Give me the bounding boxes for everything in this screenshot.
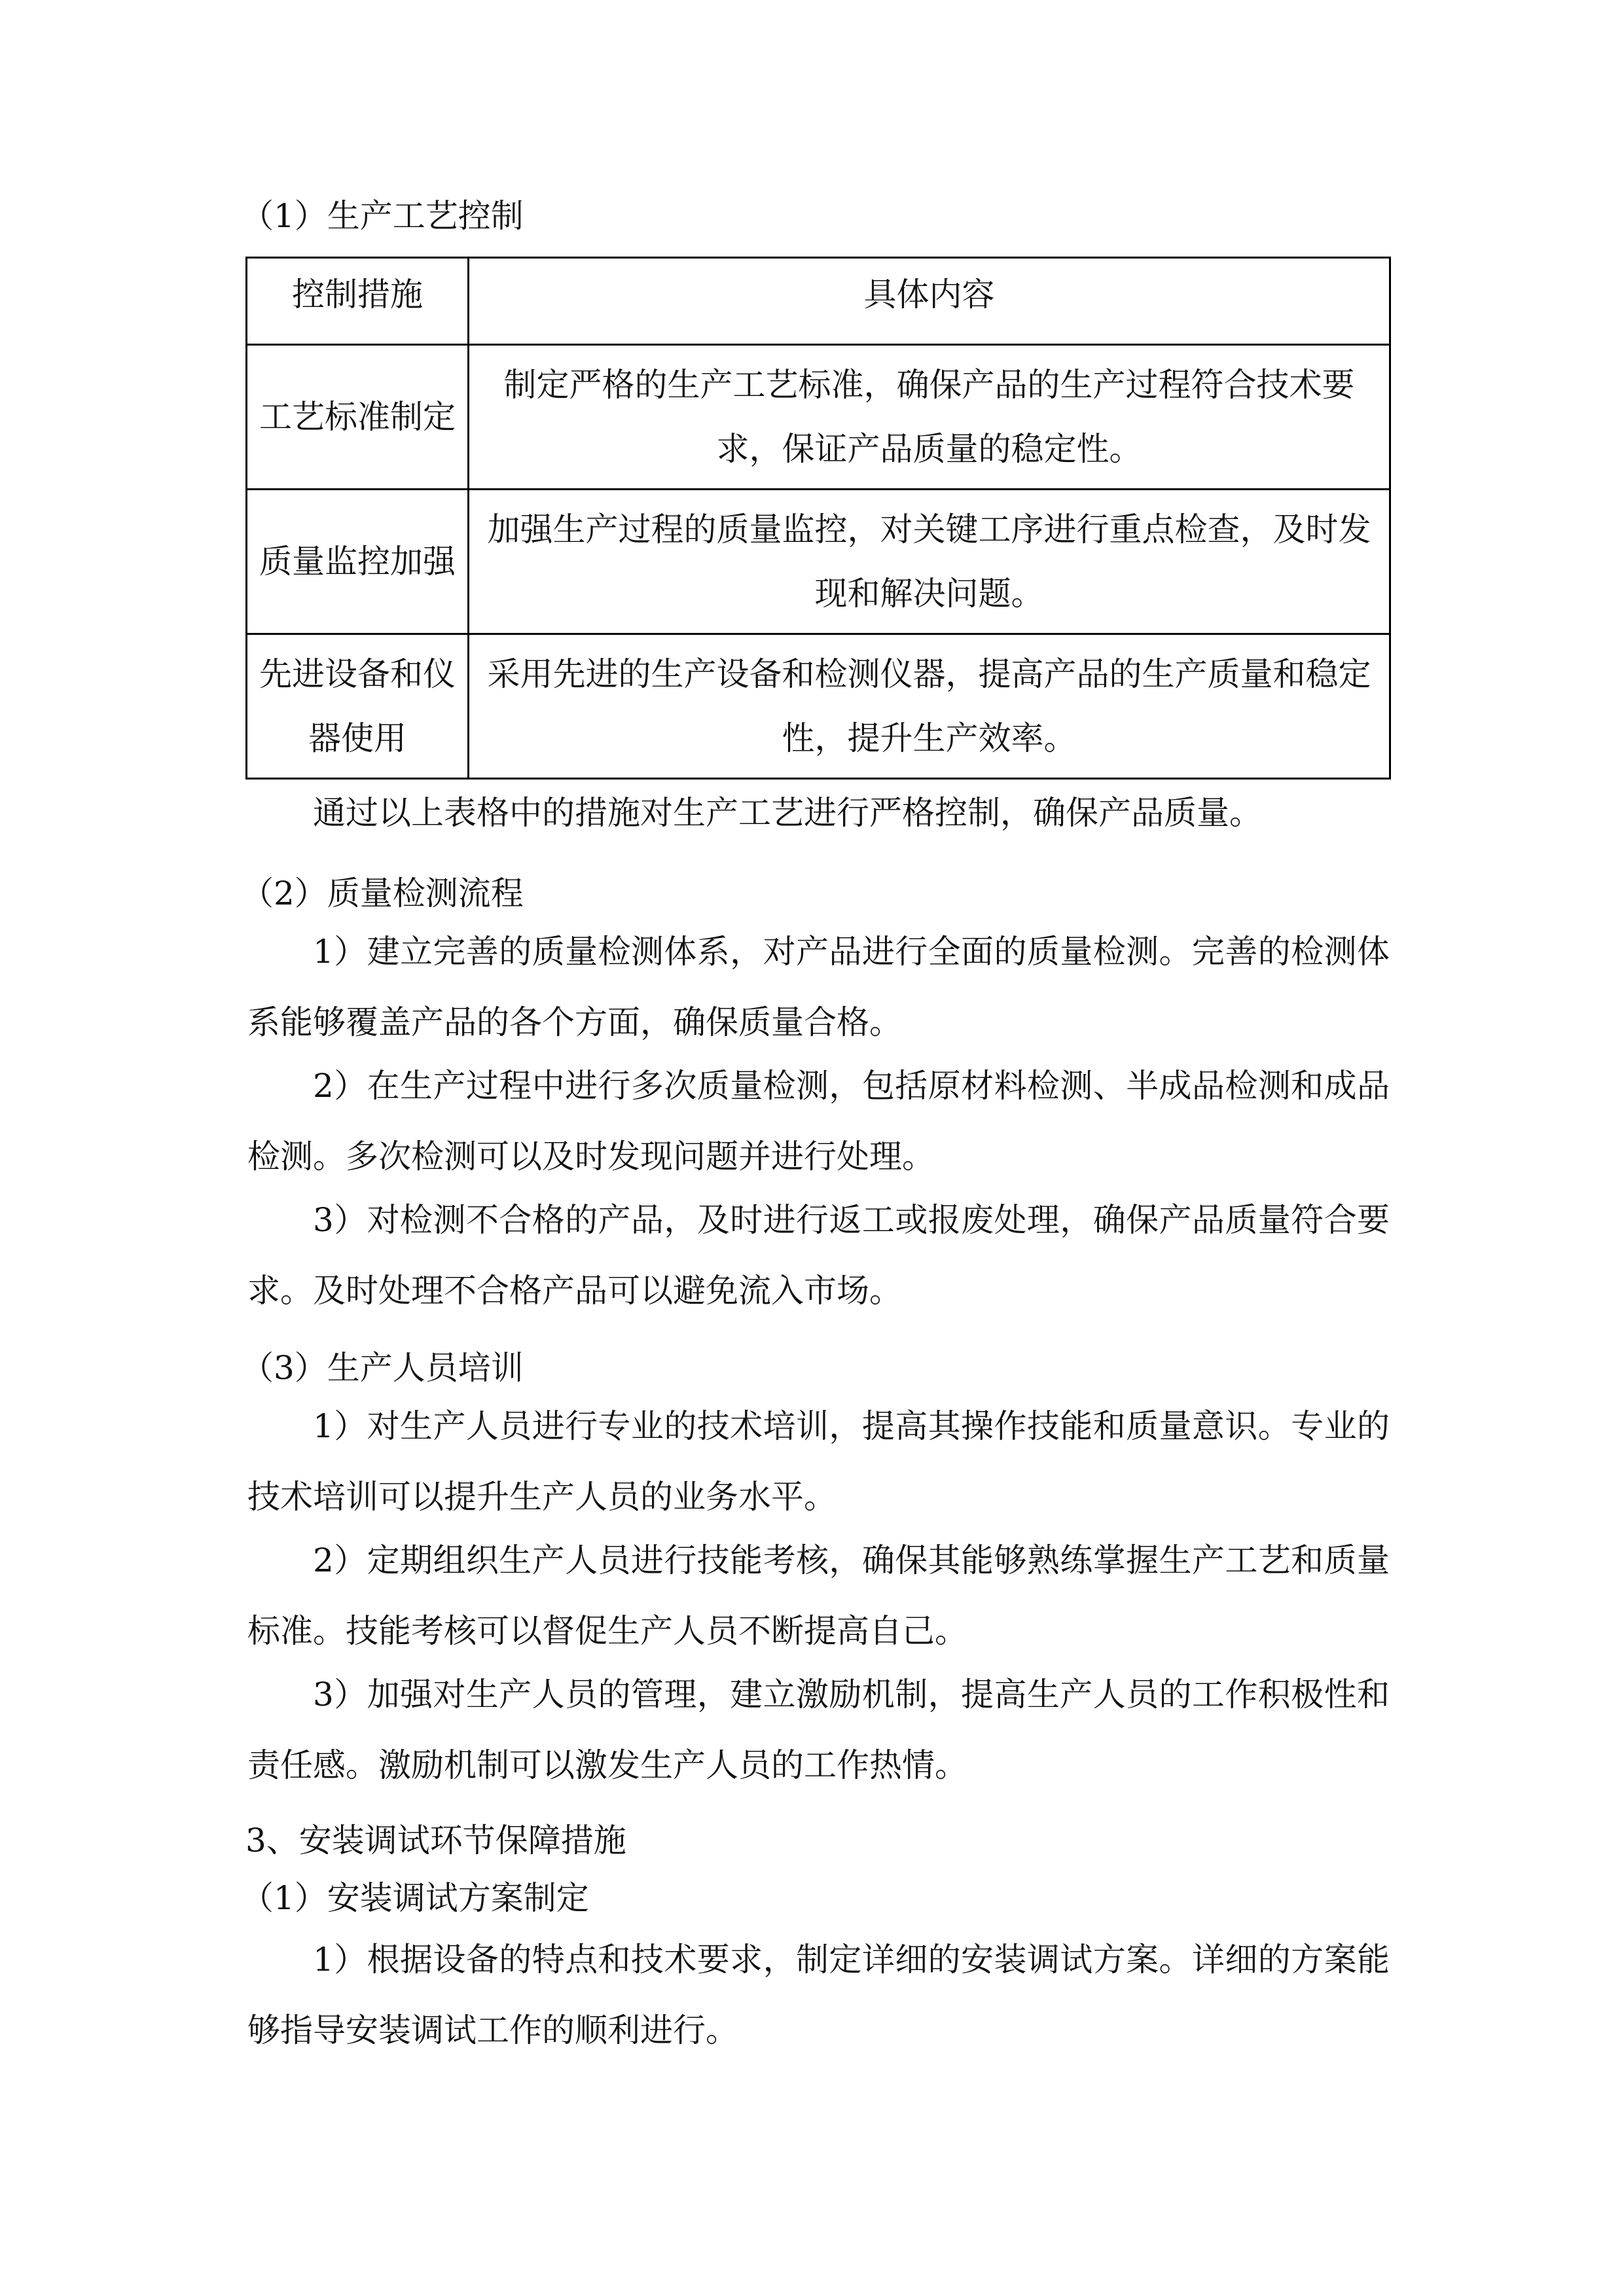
section-heading-process-control: （1）生产工艺控制 bbox=[241, 197, 524, 235]
table-cell-measure: 先进设备和仪器使用 bbox=[247, 634, 469, 779]
inspection-item-3: 3）对检测不合格的产品，及时进行返工或报废处理，确保产品质量符合要求。及时处理不合格产品可以避免流入市场。 bbox=[247, 1201, 1390, 1310]
inspection-item-1: 1）建立完善的质量检测体系，对产品进行全面的质量检测。完善的检测体系能够覆盖产品的各个方面，确保质量合格。 bbox=[247, 933, 1390, 1041]
section-heading-quality-inspection: （2）质量检测流程 bbox=[241, 874, 524, 912]
section-heading-installation-plan: （1）安装调试方案制定 bbox=[241, 1879, 589, 1917]
process-control-table bbox=[245, 257, 1391, 780]
table-row bbox=[247, 345, 1390, 490]
training-item-3: 3）加强对生产人员的管理，建立激励机制，提高生产人员的工作积极性和责任感。激励机制可以激发生产人员的工作热情。 bbox=[247, 1676, 1390, 1784]
inspection-item-2: 2）在生产过程中进行多次质量检测，包括原材料检测、半成品检测和成品检测。多次检测可以及时发现问题并进行处理。 bbox=[247, 1067, 1390, 1175]
section-heading-staff-training: （3）生产人员培训 bbox=[241, 1349, 524, 1387]
installation-item-1: 1）根据设备的特点和技术要求，制定详细的安装调试方案。详细的方案能够指导安装调试工作的顺利进行。 bbox=[247, 1941, 1390, 2049]
chapter-heading-installation: 3、安装调试环节保障措施 bbox=[245, 1821, 626, 1859]
table-row bbox=[247, 490, 1390, 634]
table-cell-content: 加强生产过程的质量监控，对关键工序进行重点检查，及时发现和解决问题。 bbox=[469, 490, 1390, 634]
table-summary-paragraph: 通过以上表格中的措施对生产工艺进行严格控制，确保产品质量。 bbox=[313, 794, 1262, 832]
table-cell-measure: 质量监控加强 bbox=[247, 490, 469, 634]
table-header-content: 具体内容 bbox=[469, 258, 1390, 345]
training-item-1: 1）对生产人员进行专业的技术培训，提高其操作技能和质量意识。专业的技术培训可以提升生产人员的业务水平。 bbox=[247, 1407, 1390, 1516]
table-cell-content: 采用先进的生产设备和检测仪器，提高产品的生产质量和稳定性，提升生产效率。 bbox=[469, 634, 1390, 779]
table-header-measure: 控制措施 bbox=[247, 258, 469, 345]
table-row bbox=[247, 634, 1390, 779]
training-item-2: 2）定期组织生产人员进行技能考核，确保其能够熟练掌握生产工艺和质量标准。技能考核可以督促生产人员不断提高自己。 bbox=[247, 1541, 1390, 1650]
table-header-row bbox=[247, 258, 1390, 345]
table-cell-measure: 工艺标准制定 bbox=[247, 345, 469, 490]
table-cell-content: 制定严格的生产工艺标准，确保产品的生产过程符合技术要求，保证产品质量的稳定性。 bbox=[469, 345, 1390, 490]
